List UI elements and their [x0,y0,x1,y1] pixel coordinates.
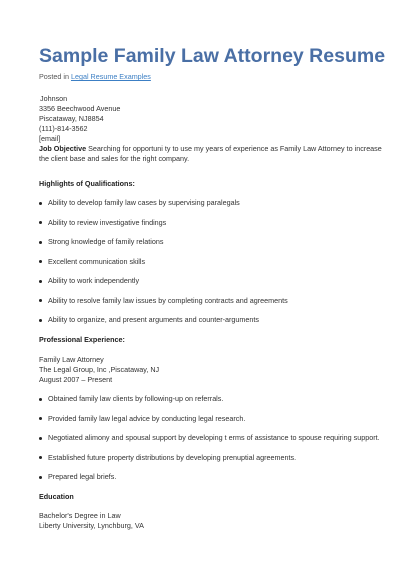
list-item: Prepared legal briefs. [39,472,379,482]
list-item: Ability to develop family law cases by supervising paralegals [39,198,379,208]
degree: Bachelor's Degree in Law [39,511,121,520]
objective-label: Job Objective [39,144,87,153]
list-item: Obtained family law clients by following-up on referrals. [39,394,379,404]
list-item: Ability to resolve family law issues by completing contracts and agreements [39,296,379,306]
resume-document [39,44,386,531]
posted-in-line [39,72,379,82]
contact-name: Johnson [40,94,68,103]
list-item: Strong knowledge of family relations [39,237,379,247]
list-item: Ability to organize, and present arguments and counter-arguments [39,315,379,325]
company-name: The Legal Group, Inc ,Piscataway, NJ [39,365,160,374]
objective-text-line1: Searching for opportuni ty to use my years of experience as Family Law Attorney to increase [88,144,382,153]
education-block [39,511,379,531]
list-item: Ability to review investigative findings [39,218,379,228]
category-link[interactable]: Legal Resume Examples [70,72,151,81]
list-item: Ability to work independently [39,276,379,286]
experience-list [39,394,379,482]
contact-block [39,94,379,144]
objective-text-line2: the client base and sales for the right company. [39,154,190,163]
contact-email: [email] [39,134,61,143]
qualifications-list [39,198,379,325]
education-heading: Education [39,492,74,501]
contact-city: Piscataway, NJ8854 [39,114,104,123]
job-objective [39,144,382,164]
list-item: Provided family law legal advice by conducting legal research. [39,414,379,424]
position-title: Family Law Attorney [39,355,104,364]
contact-phone: (111)-814-3562 [39,124,88,133]
experience-heading: Professional Experience: [39,335,125,344]
school: Liberty University, Lynchburg, VA [39,521,144,530]
list-item: Negotiated alimony and spousal support by developing t erms of assistance to spouse requiring support. [39,433,379,443]
qualifications-heading: Highlights of Qualifications: [39,179,135,188]
employment-dates: August 2007 – Present [39,375,113,384]
list-item: Excellent communication skills [39,257,379,267]
page-title: Sample Family Law Attorney Resume [39,45,386,67]
contact-street: 3356 Beechwood Avenue [39,104,121,113]
list-item: Established future property distributions by developing prenuptial agreements. [39,453,379,463]
experience-block [39,355,379,385]
posted-prefix: Posted in [39,72,71,81]
